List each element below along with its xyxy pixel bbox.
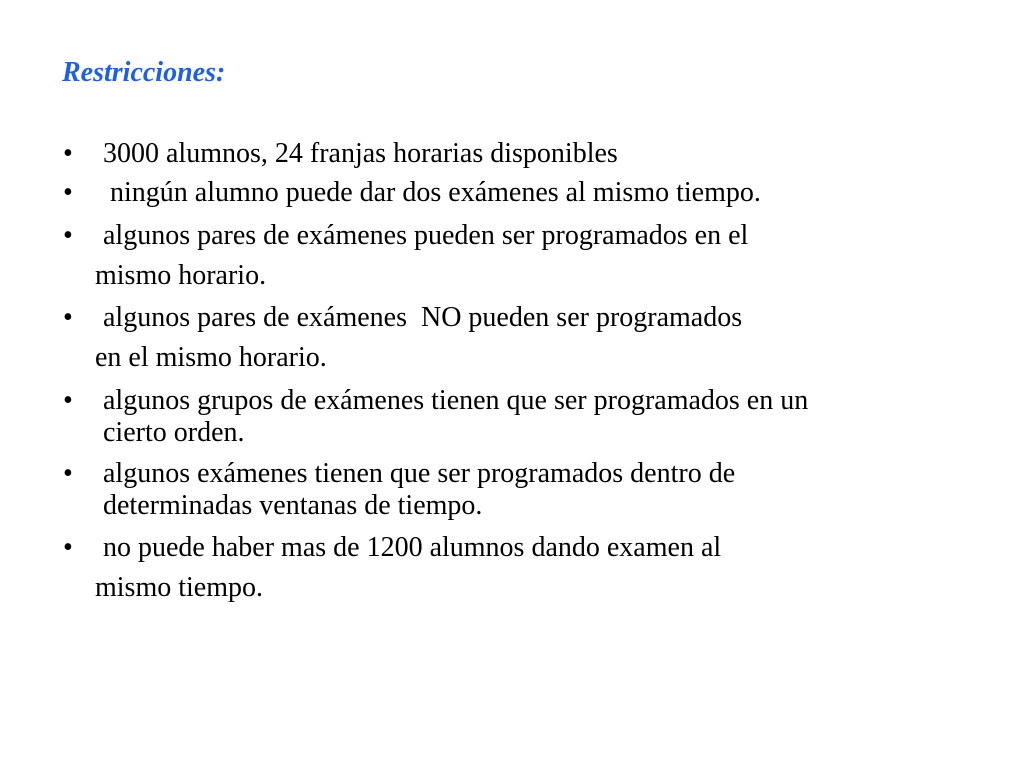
bullet-item-5-line-2: cierto orden. bbox=[103, 417, 245, 448]
bullet-item-7-line-2: mismo tiempo. bbox=[95, 572, 263, 603]
bullet-item-4-line-2: en el mismo horario. bbox=[95, 342, 327, 373]
bullet-icon: • bbox=[63, 177, 73, 208]
bullet-icon: • bbox=[63, 532, 73, 563]
bullet-icon: • bbox=[63, 302, 73, 333]
bullet-item-7-line-1: no puede haber mas de 1200 alumnos dando examen al bbox=[103, 532, 722, 563]
bullet-item-6-line-1: algunos exámenes tienen que ser programados dentro de bbox=[103, 458, 736, 489]
bullet-item-4-line-1: algunos pares de exámenes NO pueden ser programados bbox=[103, 302, 743, 333]
bullet-item-2-line-1: ningún alumno puede dar dos exámenes al mismo tiempo. bbox=[103, 177, 761, 208]
bullet-item-6-line-2: determinadas ventanas de tiempo. bbox=[103, 490, 483, 521]
slide-title: Restricciones: bbox=[62, 57, 226, 88]
bullet-icon: • bbox=[63, 385, 73, 416]
bullet-item-5-line-1: algunos grupos de exámenes tienen que ser programados en un bbox=[103, 385, 809, 416]
bullet-icon: • bbox=[63, 220, 73, 251]
bullet-icon: • bbox=[63, 458, 73, 489]
bullet-item-3-line-2: mismo horario. bbox=[95, 260, 267, 291]
bullet-icon: • bbox=[63, 138, 73, 169]
bullet-item-3-line-1: algunos pares de exámenes pueden ser programados en el bbox=[103, 220, 749, 251]
bullet-item-1-line-1: 3000 alumnos, 24 franjas horarias disponibles bbox=[103, 138, 618, 169]
